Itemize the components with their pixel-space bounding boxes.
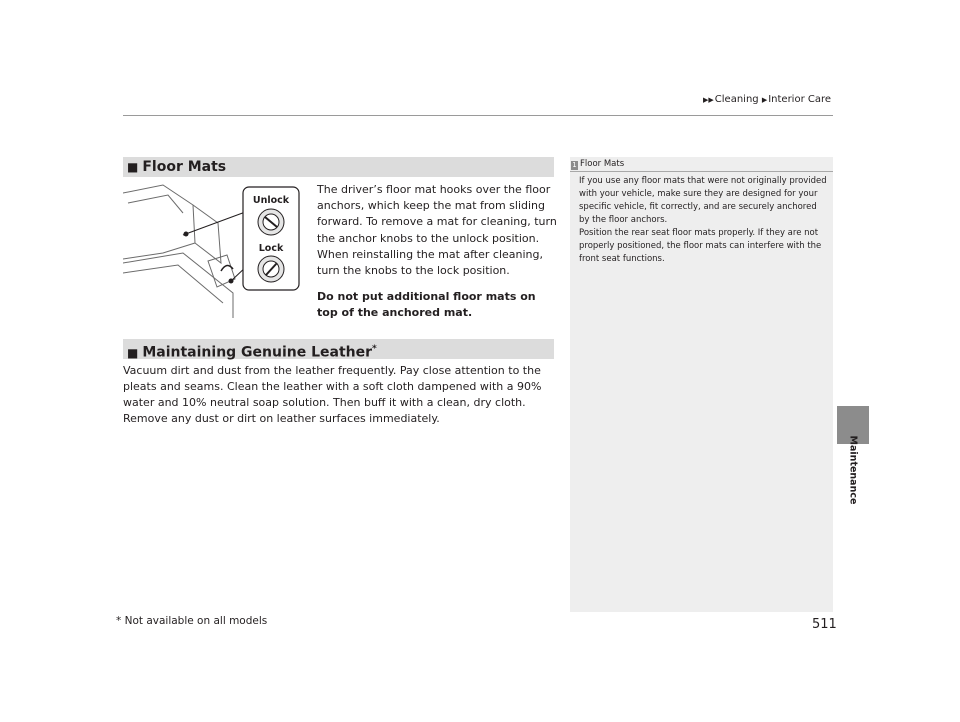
- note-number-badge: 1: [572, 161, 577, 169]
- footnote: * Not available on all models: [116, 615, 268, 627]
- section-heading-leather: [123, 339, 554, 359]
- note-heading: [570, 157, 833, 172]
- triangle-right-icon: ▶: [761, 96, 768, 104]
- breadcrumb: [703, 94, 831, 105]
- floor-mat-anchor-illustration: [123, 183, 301, 318]
- floor-mats-body: The driver’s floor mat hooks over the floor anchors, which keep the mat from sliding forward. To remove a mat for cleaning, turn the anchor knobs to the unlock position. When reinstalling the mat after cleaning, turn the knobs to the lock position.: [317, 183, 557, 278]
- side-note-panel: [570, 157, 833, 612]
- note-paragraph: Position the rear seat floor mats properly. If they are not properly positioned, the floor mats can interfere with the front seat functions.: [579, 228, 822, 264]
- lock-label: Lock: [258, 243, 284, 254]
- square-bullet-icon: ■: [127, 160, 139, 174]
- availability-asterisk: *: [372, 344, 377, 354]
- leather-body: Vacuum dirt and dust from the leather frequently. Pay close attention to the pleats and seams. Clean the leather with a soft cloth dampened with a 90% water and 10% neutral soap solution. Then buff it with a clean, dry cloth. Remove any dust or dirt on leather surfaces immediately.: [123, 364, 542, 425]
- note-title[interactable]: Floor Mats: [580, 159, 625, 169]
- floor-mats-text: [317, 182, 557, 322]
- unlock-knob-icon: [258, 209, 284, 235]
- section-title: Floor Mats: [142, 159, 227, 175]
- breadcrumb-item-cleaning[interactable]: Cleaning: [714, 94, 759, 105]
- triangle-right-icon: ▶▶: [703, 96, 714, 104]
- note-body: [579, 175, 827, 266]
- section-title: Maintaining Genuine Leather: [142, 344, 373, 361]
- section-heading-floor-mats: [123, 157, 554, 177]
- lock-knob-icon: [258, 256, 284, 282]
- anchor-point-icon: [184, 232, 189, 237]
- header-divider: [123, 115, 833, 116]
- breadcrumb-item-interior-care[interactable]: Interior Care: [768, 94, 832, 105]
- page-number: 511: [812, 617, 837, 632]
- floor-mats-warning: Do not put additional floor mats on top of the anchored mat.: [317, 290, 536, 320]
- square-bullet-icon: ■: [127, 345, 139, 360]
- chapter-label: Maintenance: [847, 435, 859, 505]
- unlock-label: Unlock: [252, 195, 290, 206]
- note-paragraph: If you use any floor mats that were not originally provided with your vehicle, make sure they are designed for your specific vehicle, fit correctly, and are securely anchored by the floor anchors.: [579, 176, 827, 225]
- anchor-point-icon: [229, 279, 234, 284]
